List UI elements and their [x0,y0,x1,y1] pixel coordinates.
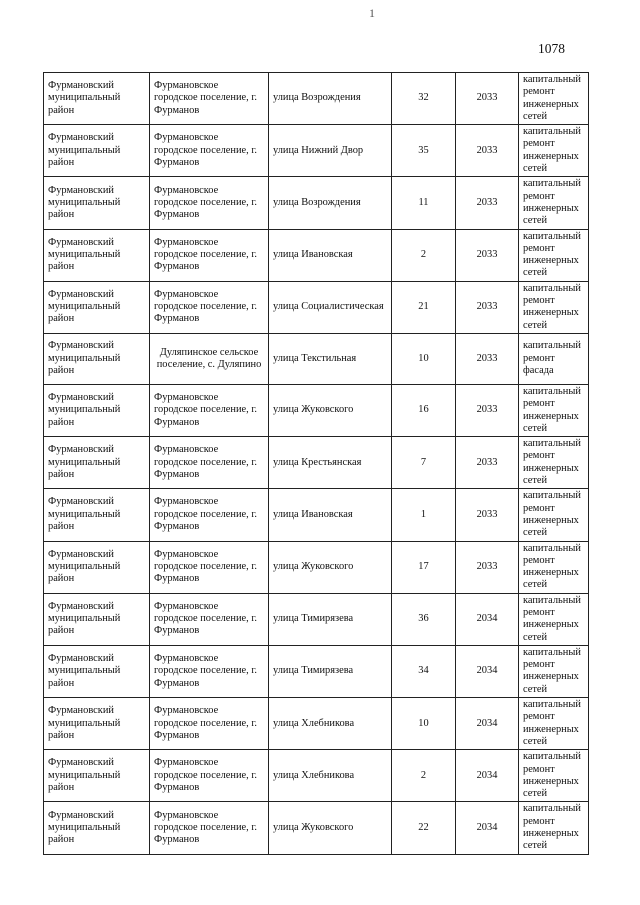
table-row [44,802,589,854]
page-number: 1078 [538,41,565,56]
settlement-cell: Фурмановское городское поселение, г. Фурманов [150,489,269,541]
top-mark: 1 [369,6,375,20]
table-row [44,593,589,645]
house-number-cell: 10 [392,333,456,384]
district-cell: Фурмановский муниципальный район [44,281,150,333]
settlement-cell: Фурмановское городское поселение, г. Фурманов [150,541,269,593]
district-cell: Фурмановский муниципальный район [44,384,150,436]
year-cell: 2034 [456,645,519,697]
house-number-cell: 35 [392,125,456,177]
street-cell: улица Возрождения [269,177,392,229]
table-row [44,281,589,333]
work-type-cell: капитальный ремонт инженерных сетей [519,229,589,281]
year-cell: 2033 [456,177,519,229]
work-type-cell: капитальный ремонт инженерных сетей [519,281,589,333]
settlement-cell: Фурмановское городское поселение, г. Фурманов [150,750,269,802]
work-type-cell: капитальный ремонт инженерных сетей [519,802,589,854]
table-row [44,125,589,177]
settlement-cell: Фурмановское городское поселение, г. Фурманов [150,384,269,436]
work-type-cell: капитальный ремонт инженерных сетей [519,125,589,177]
district-cell: Фурмановский муниципальный район [44,73,150,125]
work-type-cell: капитальный ремонт инженерных сетей [519,593,589,645]
street-cell: улица Хлебникова [269,750,392,802]
settlement-cell: Дуляпинское сельское поселение, с. Дуляпино [150,333,269,384]
table-row [44,489,589,541]
work-type-cell: капитальный ремонт инженерных сетей [519,645,589,697]
house-number-cell: 17 [392,541,456,593]
work-type-cell: капитальный ремонт инженерных сетей [519,177,589,229]
table-row [44,645,589,697]
work-type-cell: капитальный ремонт инженерных сетей [519,489,589,541]
house-number-cell: 16 [392,384,456,436]
year-cell: 2033 [456,333,519,384]
settlement-cell: Фурмановское городское поселение, г. Фурманов [150,229,269,281]
year-cell: 2034 [456,750,519,802]
year-cell: 2034 [456,802,519,854]
house-number-cell: 21 [392,281,456,333]
table-row [44,541,589,593]
house-number-cell: 7 [392,437,456,489]
district-cell: Фурмановский муниципальный район [44,489,150,541]
year-cell: 2033 [456,384,519,436]
house-number-cell: 11 [392,177,456,229]
work-type-cell: капитальный ремонт инженерных сетей [519,73,589,125]
settlement-cell: Фурмановское городское поселение, г. Фурманов [150,73,269,125]
work-type-cell: капитальный ремонт инженерных сетей [519,384,589,436]
street-cell: улица Возрождения [269,73,392,125]
year-cell: 2034 [456,698,519,750]
district-cell: Фурмановский муниципальный район [44,177,150,229]
settlement-cell: Фурмановское городское поселение, г. Фурманов [150,645,269,697]
table-row [44,333,589,384]
district-cell: Фурмановский муниципальный район [44,229,150,281]
house-number-cell: 10 [392,698,456,750]
district-cell: Фурмановский муниципальный район [44,645,150,697]
district-cell: Фурмановский муниципальный район [44,437,150,489]
street-cell: улица Крестьянская [269,437,392,489]
house-number-cell: 34 [392,645,456,697]
district-cell: Фурмановский муниципальный район [44,750,150,802]
district-cell: Фурмановский муниципальный район [44,698,150,750]
work-type-cell: капитальный ремонт фасада [519,333,589,384]
street-cell: улица Тимирязева [269,645,392,697]
street-cell: улица Жуковского [269,802,392,854]
work-type-cell: капитальный ремонт инженерных сетей [519,698,589,750]
settlement-cell: Фурмановское городское поселение, г. Фурманов [150,125,269,177]
house-number-cell: 2 [392,229,456,281]
street-cell: улица Ивановская [269,489,392,541]
street-cell: улица Текстильная [269,333,392,384]
street-cell: улица Социалистическая [269,281,392,333]
settlement-cell: Фурмановское городское поселение, г. Фурманов [150,437,269,489]
year-cell: 2034 [456,593,519,645]
district-cell: Фурмановский муниципальный район [44,593,150,645]
work-type-cell: капитальный ремонт инженерных сетей [519,541,589,593]
table-row [44,229,589,281]
year-cell: 2033 [456,73,519,125]
year-cell: 2033 [456,489,519,541]
street-cell: улица Жуковского [269,384,392,436]
year-cell: 2033 [456,541,519,593]
district-cell: Фурмановский муниципальный район [44,541,150,593]
district-cell: Фурмановский муниципальный район [44,125,150,177]
year-cell: 2033 [456,125,519,177]
house-number-cell: 36 [392,593,456,645]
settlement-cell: Фурмановское городское поселение, г. Фурманов [150,802,269,854]
table-row [44,437,589,489]
house-number-cell: 2 [392,750,456,802]
street-cell: улица Жуковского [269,541,392,593]
work-type-cell: капитальный ремонт инженерных сетей [519,750,589,802]
street-cell: улица Хлебникова [269,698,392,750]
settlement-cell: Фурмановское городское поселение, г. Фурманов [150,177,269,229]
street-cell: улица Нижний Двор [269,125,392,177]
house-number-cell: 22 [392,802,456,854]
work-type-cell: капитальный ремонт инженерных сетей [519,437,589,489]
street-cell: улица Ивановская [269,229,392,281]
settlement-cell: Фурмановское городское поселение, г. Фурманов [150,698,269,750]
house-number-cell: 1 [392,489,456,541]
table-row [44,698,589,750]
district-cell: Фурмановский муниципальный район [44,802,150,854]
settlement-cell: Фурмановское городское поселение, г. Фурманов [150,593,269,645]
settlement-cell: Фурмановское городское поселение, г. Фурманов [150,281,269,333]
table-row [44,73,589,125]
table-row [44,177,589,229]
year-cell: 2033 [456,229,519,281]
district-cell: Фурмановский муниципальный район [44,333,150,384]
table-row [44,750,589,802]
repair-schedule-table [43,72,589,855]
street-cell: улица Тимирязева [269,593,392,645]
table-row [44,384,589,436]
house-number-cell: 32 [392,73,456,125]
year-cell: 2033 [456,281,519,333]
year-cell: 2033 [456,437,519,489]
